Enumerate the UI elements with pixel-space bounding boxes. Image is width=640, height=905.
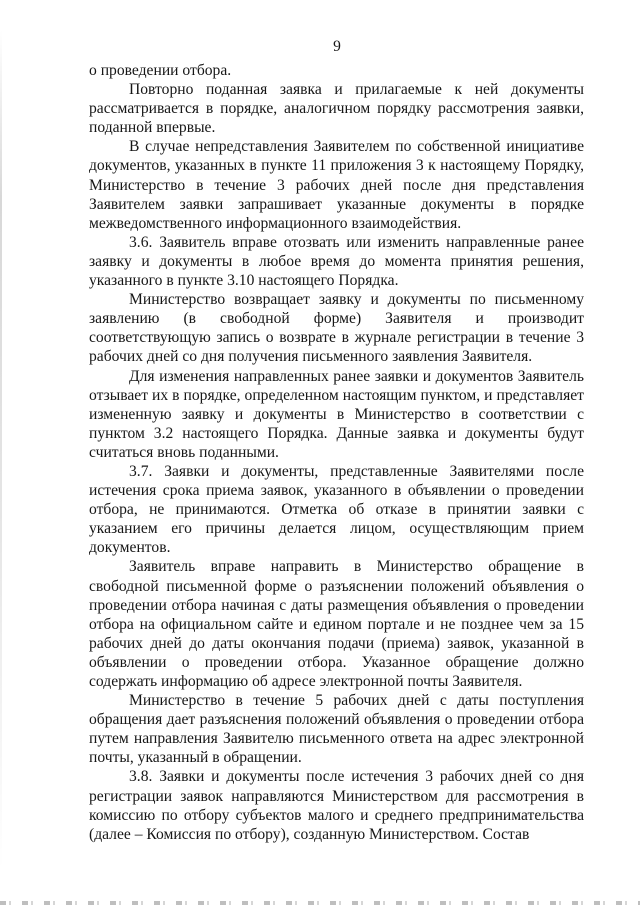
paragraph: Министерство возвращает заявку и документы по письменному заявлению (в свободной форме) Заявителя и производит соответствующую запись о возврате в журнале регистрации в течение 3 рабочих дней со дня получения письменного заявления Заявителя. xyxy=(89,291,584,366)
scan-edge-left xyxy=(0,30,2,870)
paragraph-clause-3-7: 3.7. Заявки и документы, представленные Заявителями после истечения срока приема заявок, указанного в объявлении о проведении отбора, не принимаются. Отметка об отказе в принятии заявки с указанием его причины делается лицом, осуществляющим прием документов. xyxy=(89,462,584,557)
paragraph: Повторно поданная заявка и прилагаемые к ней документы рассматривается в порядке, аналогичном порядку рассмотрения заявки, поданной впервые. xyxy=(89,81,584,137)
paragraph: Заявитель вправе направить в Министерство обращение в свободной письменной форме о разъяснении положений объявления о проведении отбора начиная с даты размещения объявления о проведении отбора на официальном сайте и едином портале и не позднее чем за 15 рабочих дней до даты окончания подачи (приема) заявок, указанной в объявлении о проведении отбора. Указанное обращение должно содержать информацию об адресе электронной почты Заявителя. xyxy=(89,558,584,690)
paragraph: Для изменения направленных ранее заявки и документов Заявитель отзывает их в порядке, определенном настоящим пунктом, и представляет измененную заявку и документы в Министерство в соответствии с пунктом 3.2 настоящего Порядка. Данные заявка и документы будут считаться вновь поданными. xyxy=(89,367,584,461)
paragraph-clause-3-8: 3.8. Заявки и документы после истечения 3 рабочих дней со дня регистрации заявок направляются Министерством для рассмотрения в комиссию по отбору субъектов малого и среднего предпринимательства (далее – Комиссия по отбору), созданную Министерством. Состав xyxy=(89,768,584,843)
page-number: 9 xyxy=(333,38,341,55)
paragraph: Министерство в течение 5 рабочих дней с даты поступления обращения дает разъяснения положений объявления о проведении отбора путем направления Заявителю письменного ответа на адрес электронной почты, указанный в обращении. xyxy=(89,692,584,767)
document-body xyxy=(89,61,584,844)
paragraph-clause-3-6: 3.6. Заявитель вправе отозвать или изменить направленные ранее заявку и документы в любое время до момента принятия решения, указанного в пункте 3.10 настоящего Порядка. xyxy=(89,233,584,290)
paragraph-continuation: о проведении отбора. xyxy=(89,62,232,79)
paragraph: В случае непредставления Заявителем по собственной инициативе документов, указанных в пункте 11 приложения 3 к настоящему Порядку, Министерство в течение 3 рабочих дней после дня представления Заявителем заявки запрашивает указанные документы в порядке межведомственного информационного взаимодействия. xyxy=(89,138,584,232)
scan-edge-bottom xyxy=(0,901,640,905)
